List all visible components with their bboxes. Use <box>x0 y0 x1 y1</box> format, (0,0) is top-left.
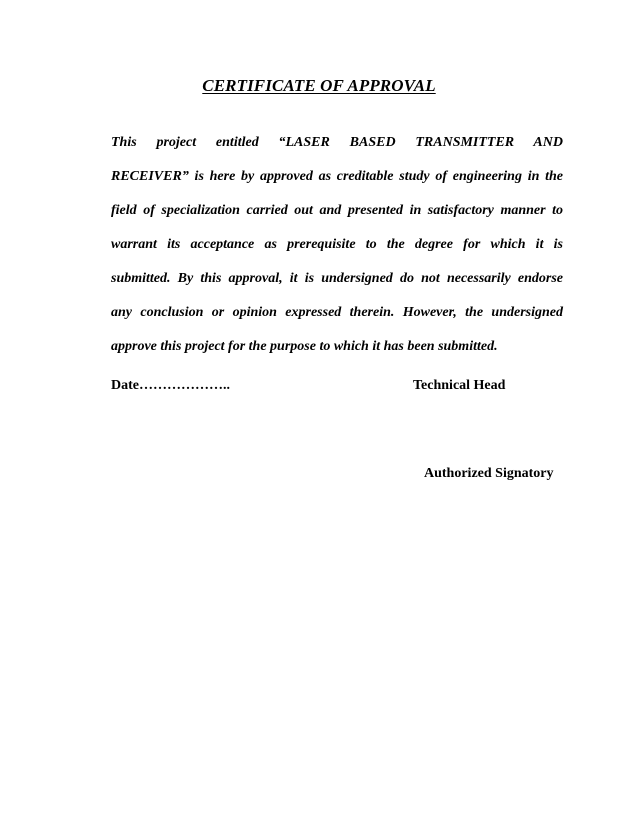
technical-head-label: Technical Head <box>413 378 506 393</box>
date-field: Date……………….. <box>111 378 230 393</box>
body-line-4: warrant its acceptance as prerequisite to the degree for which it is <box>111 237 563 252</box>
certificate-title: CERTIFICATE OF APPROVAL <box>202 76 436 95</box>
body-line-3: field of specialization carried out and presented in satisfactory manner to <box>111 203 563 218</box>
body-line-5: submitted. By this approval, it is undersigned do not necessarily endorse <box>111 271 563 286</box>
authorized-signatory-label: Authorized Signatory <box>424 466 554 481</box>
body-line-7: approve this project for the purpose to which it has been submitted. <box>111 339 498 354</box>
body-line-2: RECEIVER” is here by approved as creditable study of engineering in the <box>111 169 563 184</box>
body-line-1: This project entitled “LASER BASED TRANSMITTER AND <box>111 135 563 150</box>
body-line-6: any conclusion or opinion expressed therein. However, the undersigned <box>111 305 563 320</box>
